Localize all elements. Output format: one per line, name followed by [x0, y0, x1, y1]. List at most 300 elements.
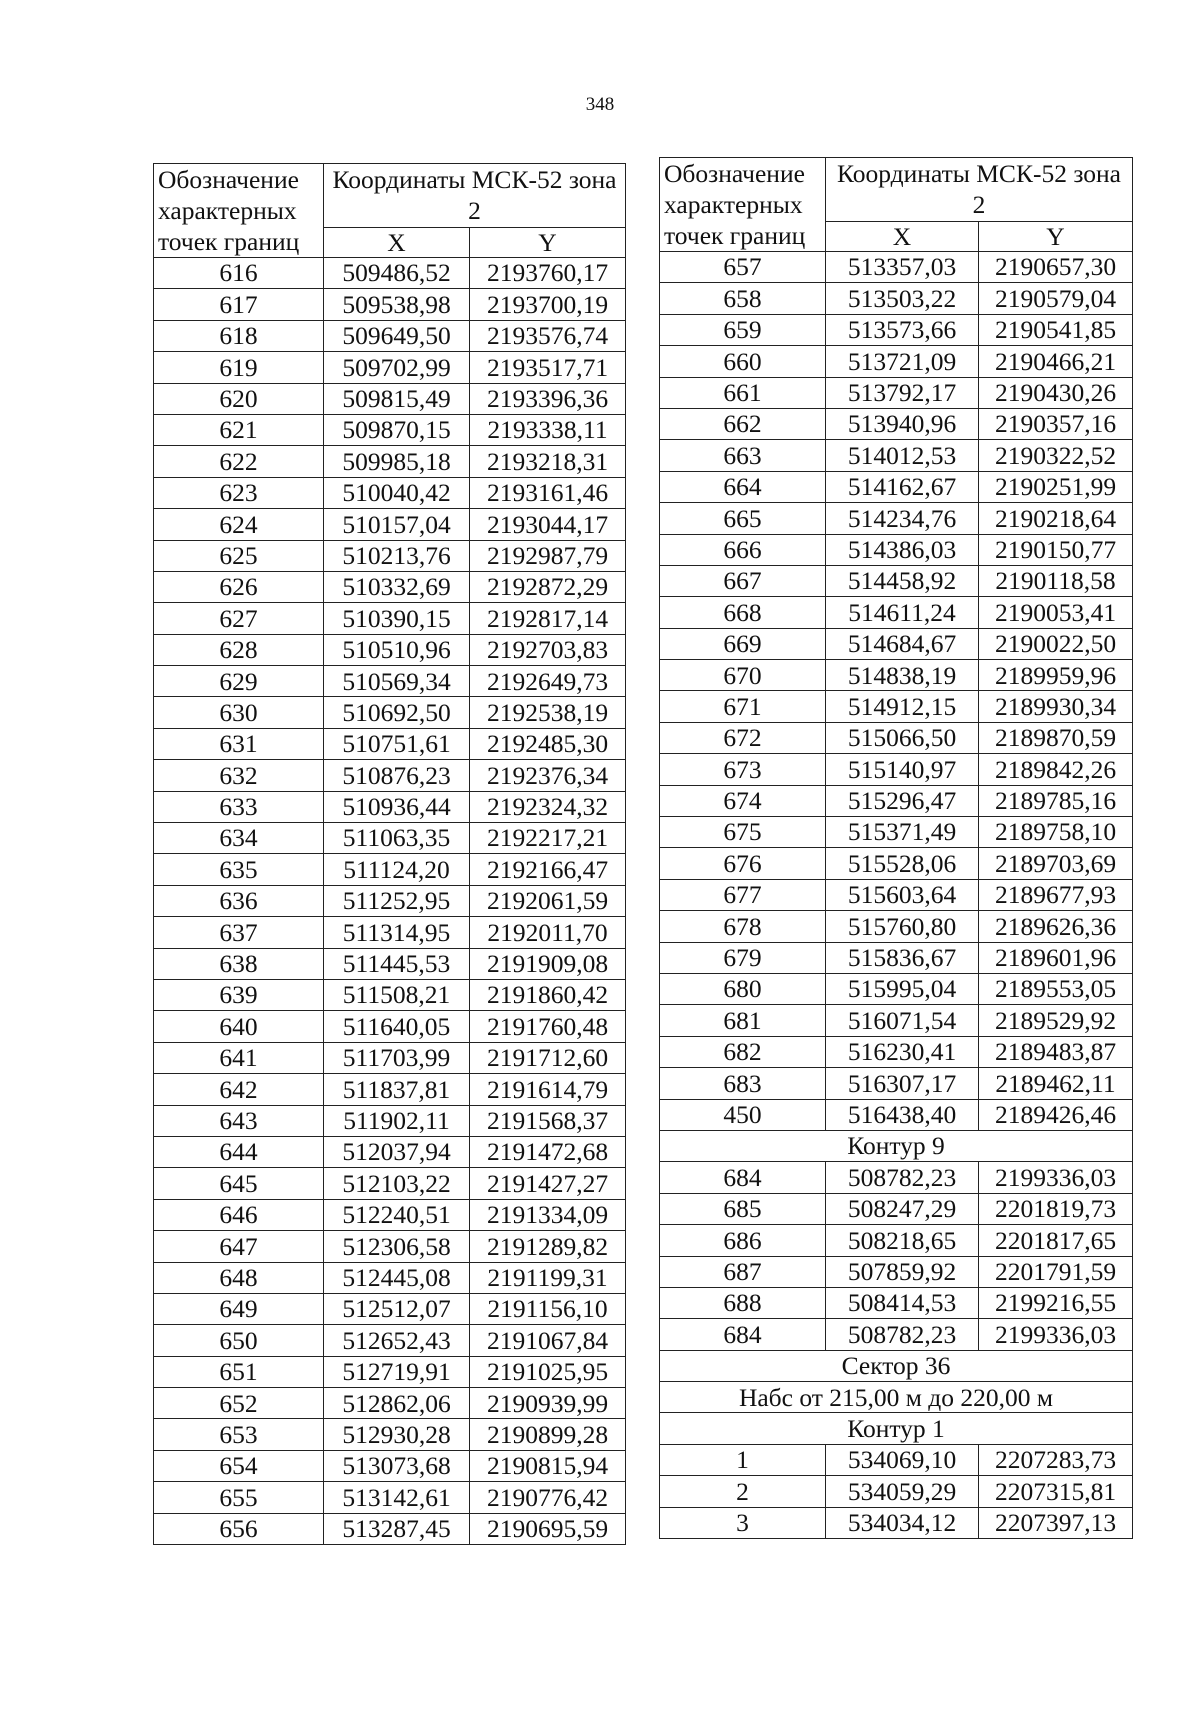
section-row — [660, 1350, 1133, 1381]
table-row — [154, 1199, 626, 1230]
table-row — [660, 1256, 1133, 1287]
point-id-cell: 671 — [660, 691, 826, 722]
point-id-cell: 635 — [154, 854, 324, 885]
y-coordinate-cell: 2189785,16 — [979, 785, 1133, 816]
x-coordinate-cell: 514012,53 — [826, 440, 979, 471]
table-row — [660, 471, 1133, 502]
point-id-cell: 674 — [660, 785, 826, 816]
y-coordinate-cell: 2191199,31 — [470, 1262, 626, 1293]
table-row — [154, 791, 626, 822]
table-row — [154, 760, 626, 791]
x-coordinate-cell: 511703,99 — [324, 1042, 470, 1073]
y-coordinate-cell: 2190899,28 — [470, 1419, 626, 1450]
x-coordinate-cell: 510213,76 — [324, 540, 470, 571]
y-coordinate-cell: 2192485,30 — [470, 728, 626, 759]
x-coordinate-cell: 510510,96 — [324, 634, 470, 665]
y-coordinate-cell: 2190815,94 — [470, 1450, 626, 1481]
point-id-cell: 634 — [154, 823, 324, 854]
y-coordinate-cell: 2207397,13 — [979, 1507, 1133, 1538]
sector-36-height-label: Набс от 215,00 м до 220,00 м — [660, 1382, 1133, 1413]
table-row — [154, 383, 626, 414]
y-coordinate-cell: 2191334,09 — [470, 1199, 626, 1230]
point-id-cell: 638 — [154, 948, 324, 979]
point-id-cell: 647 — [154, 1231, 324, 1262]
point-id-cell: 679 — [660, 942, 826, 973]
table-row — [660, 252, 1133, 283]
y-coordinate-cell: 2190430,26 — [979, 377, 1133, 408]
y-coordinate-cell: 2190218,64 — [979, 503, 1133, 534]
table-row — [660, 503, 1133, 534]
y-coordinate-cell: 2189601,96 — [979, 942, 1133, 973]
table-row — [154, 540, 626, 571]
x-coordinate-cell: 514912,15 — [826, 691, 979, 722]
table-row — [660, 942, 1133, 973]
point-id-cell: 618 — [154, 320, 324, 351]
x-coordinate-cell: 513073,68 — [324, 1450, 470, 1481]
x-coordinate-cell: 515296,47 — [826, 785, 979, 816]
table-row — [154, 666, 626, 697]
x-coordinate-cell: 515760,80 — [826, 911, 979, 942]
x-coordinate-cell: 516307,17 — [826, 1068, 979, 1099]
table-row — [154, 1231, 626, 1262]
y-coordinate-cell: 2193161,46 — [470, 477, 626, 508]
table-row — [660, 534, 1133, 565]
coords-header: Координаты МСК-52 зона 2 — [324, 164, 626, 228]
table-row — [660, 1036, 1133, 1067]
y-coordinate-cell: 2190118,58 — [979, 565, 1133, 596]
x-coordinate-cell: 512512,07 — [324, 1293, 470, 1324]
table-row — [660, 817, 1133, 848]
table-row — [154, 477, 626, 508]
section-row — [660, 1130, 1133, 1161]
y-coordinate-cell: 2190776,42 — [470, 1482, 626, 1513]
x-coordinate-cell: 515995,04 — [826, 973, 979, 1004]
point-label-header: Обозначение характерных точек границ — [154, 164, 324, 258]
point-id-cell: 646 — [154, 1199, 324, 1230]
point-id-cell: 684 — [660, 1162, 826, 1193]
point-id-cell: 649 — [154, 1293, 324, 1324]
y-coordinate-cell: 2191760,48 — [470, 1011, 626, 1042]
y-coordinate-cell: 2192324,32 — [470, 791, 626, 822]
x-coordinate-cell: 516230,41 — [826, 1036, 979, 1067]
table-row — [660, 1193, 1133, 1224]
coordinates-table-left — [153, 163, 626, 1545]
table-row — [660, 440, 1133, 471]
table-row — [154, 1168, 626, 1199]
x-coordinate-cell: 514234,76 — [826, 503, 979, 534]
x-coordinate-cell: 512037,94 — [324, 1136, 470, 1167]
x-coordinate-cell: 508247,29 — [826, 1193, 979, 1224]
table-row — [154, 1388, 626, 1419]
point-id-cell: 640 — [154, 1011, 324, 1042]
y-coordinate-cell: 2190541,85 — [979, 314, 1133, 345]
y-coordinate-cell: 2193338,11 — [470, 414, 626, 445]
table-row — [154, 1356, 626, 1387]
point-id-cell: 680 — [660, 973, 826, 1004]
x-coordinate-cell: 511837,81 — [324, 1074, 470, 1105]
x-coordinate-cell: 513287,45 — [324, 1513, 470, 1544]
x-coordinate-cell: 513573,66 — [826, 314, 979, 345]
y-coordinate-cell: 2189483,87 — [979, 1036, 1133, 1067]
point-id-cell: 665 — [660, 503, 826, 534]
section-row — [660, 1382, 1133, 1413]
x-coordinate-cell: 511063,35 — [324, 823, 470, 854]
point-id-cell: 619 — [154, 352, 324, 383]
page-number: 348 — [585, 94, 615, 115]
y-coordinate-cell: 2191067,84 — [470, 1325, 626, 1356]
y-coordinate-cell: 2192166,47 — [470, 854, 626, 885]
point-id-cell: 645 — [154, 1168, 324, 1199]
x-coordinate-cell: 510332,69 — [324, 571, 470, 602]
y-coordinate-cell: 2191568,37 — [470, 1105, 626, 1136]
point-id-cell: 1 — [660, 1444, 826, 1475]
table-row — [154, 571, 626, 602]
x-coordinate-cell: 510876,23 — [324, 760, 470, 791]
x-coordinate-cell: 511314,95 — [324, 917, 470, 948]
point-id-cell: 660 — [660, 346, 826, 377]
contour-9-label: Контур 9 — [660, 1130, 1133, 1161]
table-row — [154, 1325, 626, 1356]
point-id-cell: 687 — [660, 1256, 826, 1287]
table-row — [660, 1225, 1133, 1256]
point-id-cell: 655 — [154, 1482, 324, 1513]
y-coordinate-cell: 2190150,77 — [979, 534, 1133, 565]
x-coordinate-cell: 509870,15 — [324, 414, 470, 445]
x-coordinate-cell: 511902,11 — [324, 1105, 470, 1136]
point-id-cell: 617 — [154, 289, 324, 320]
point-id-cell: 623 — [154, 477, 324, 508]
point-id-cell: 682 — [660, 1036, 826, 1067]
y-coordinate-cell: 2190022,50 — [979, 628, 1133, 659]
point-id-cell: 677 — [660, 879, 826, 910]
y-coordinate-cell: 2189529,92 — [979, 1005, 1133, 1036]
table-row — [154, 509, 626, 540]
y-coordinate-cell: 2189842,26 — [979, 754, 1133, 785]
y-coordinate-cell: 2192817,14 — [470, 603, 626, 634]
x-coordinate-cell: 511640,05 — [324, 1011, 470, 1042]
x-coordinate-cell: 510936,44 — [324, 791, 470, 822]
point-id-cell: 621 — [154, 414, 324, 445]
y-coordinate-cell: 2193218,31 — [470, 446, 626, 477]
x-coordinate-cell: 510390,15 — [324, 603, 470, 634]
point-id-cell: 636 — [154, 885, 324, 916]
table-row — [660, 1476, 1133, 1507]
x-coordinate-cell: 509815,49 — [324, 383, 470, 414]
y-coordinate-cell: 2193760,17 — [470, 258, 626, 289]
y-coordinate-cell: 2192061,59 — [470, 885, 626, 916]
point-id-cell: 616 — [154, 258, 324, 289]
y-coordinate-cell: 2201819,73 — [979, 1193, 1133, 1224]
table-row — [154, 1105, 626, 1136]
y-coordinate-cell: 2201791,59 — [979, 1256, 1133, 1287]
table-row — [660, 1068, 1133, 1099]
x-coordinate-cell: 510692,50 — [324, 697, 470, 728]
point-id-cell: 685 — [660, 1193, 826, 1224]
point-id-cell: 657 — [660, 252, 826, 283]
table-row — [660, 314, 1133, 345]
x-coordinate-cell: 511252,95 — [324, 885, 470, 916]
table-row — [660, 1099, 1133, 1130]
table-row — [154, 885, 626, 916]
y-coordinate-cell: 2191025,95 — [470, 1356, 626, 1387]
x-coordinate-cell: 512103,22 — [324, 1168, 470, 1199]
table-row — [660, 722, 1133, 753]
table-row — [154, 1136, 626, 1167]
x-coordinate-cell: 513940,96 — [826, 408, 979, 439]
y-coordinate-cell: 2192376,34 — [470, 760, 626, 791]
table-row — [660, 754, 1133, 785]
x-coordinate-cell: 510751,61 — [324, 728, 470, 759]
y-coordinate-cell: 2189959,96 — [979, 660, 1133, 691]
x-coordinate-cell: 513357,03 — [826, 252, 979, 283]
table-row — [154, 1042, 626, 1073]
x-coordinate-cell: 512240,51 — [324, 1199, 470, 1230]
y-coordinate-cell: 2191472,68 — [470, 1136, 626, 1167]
table-row — [660, 911, 1133, 942]
point-id-cell: 2 — [660, 1476, 826, 1507]
point-id-cell: 631 — [154, 728, 324, 759]
x-coordinate-cell: 509538,98 — [324, 289, 470, 320]
table-row — [154, 634, 626, 665]
point-label-header: Обозначение характерных точек границ — [660, 158, 826, 252]
coordinates-table-right — [659, 157, 1133, 1539]
table-row — [154, 320, 626, 351]
point-id-cell: 633 — [154, 791, 324, 822]
point-id-cell: 664 — [660, 471, 826, 502]
table-row — [154, 1419, 626, 1450]
x-coordinate-cell: 509985,18 — [324, 446, 470, 477]
x-coordinate-cell: 511508,21 — [324, 979, 470, 1010]
x-coordinate-cell: 512930,28 — [324, 1419, 470, 1450]
point-id-cell: 648 — [154, 1262, 324, 1293]
table-row — [154, 948, 626, 979]
y-coordinate-cell: 2192703,83 — [470, 634, 626, 665]
x-coordinate-cell: 534059,29 — [826, 1476, 979, 1507]
y-coordinate-cell: 2207315,81 — [979, 1476, 1133, 1507]
x-coordinate-cell: 515836,67 — [826, 942, 979, 973]
x-coordinate-cell: 515066,50 — [826, 722, 979, 753]
point-id-cell: 678 — [660, 911, 826, 942]
table-row — [660, 1287, 1133, 1318]
y-coordinate-cell: 2193517,71 — [470, 352, 626, 383]
y-coordinate-cell: 2191156,10 — [470, 1293, 626, 1324]
table-row — [154, 854, 626, 885]
table-row — [660, 785, 1133, 816]
point-id-cell: 688 — [660, 1287, 826, 1318]
point-id-cell: 667 — [660, 565, 826, 596]
y-coordinate-cell: 2192987,79 — [470, 540, 626, 571]
table-row — [660, 346, 1133, 377]
y-coordinate-cell: 2199336,03 — [979, 1319, 1133, 1350]
y-coordinate-cell: 2189426,46 — [979, 1099, 1133, 1130]
y-coordinate-cell: 2199216,55 — [979, 1287, 1133, 1318]
x-coordinate-cell: 508218,65 — [826, 1225, 979, 1256]
table-row — [154, 1074, 626, 1105]
table-row — [660, 565, 1133, 596]
x-coordinate-cell: 515528,06 — [826, 848, 979, 879]
y-coordinate-cell: 2190579,04 — [979, 283, 1133, 314]
x-coordinate-cell: 510157,04 — [324, 509, 470, 540]
x-coordinate-cell: 512306,58 — [324, 1231, 470, 1262]
y-coordinate-cell: 2189930,34 — [979, 691, 1133, 722]
y-coordinate-cell: 2192538,19 — [470, 697, 626, 728]
point-id-cell: 642 — [154, 1074, 324, 1105]
x-header: X — [324, 227, 470, 257]
table-row — [154, 1450, 626, 1481]
x-coordinate-cell: 508782,23 — [826, 1319, 979, 1350]
y-coordinate-cell: 2207283,73 — [979, 1444, 1133, 1475]
point-id-cell: 666 — [660, 534, 826, 565]
y-coordinate-cell: 2193396,36 — [470, 383, 626, 414]
point-id-cell: 450 — [660, 1099, 826, 1130]
y-coordinate-cell: 2190251,99 — [979, 471, 1133, 502]
x-coordinate-cell: 513503,22 — [826, 283, 979, 314]
point-id-cell: 626 — [154, 571, 324, 602]
point-id-cell: 628 — [154, 634, 324, 665]
point-id-cell: 627 — [154, 603, 324, 634]
y-coordinate-cell: 2191712,60 — [470, 1042, 626, 1073]
point-id-cell: 652 — [154, 1388, 324, 1419]
y-header: Y — [979, 221, 1133, 251]
x-coordinate-cell: 508414,53 — [826, 1287, 979, 1318]
point-id-cell: 656 — [154, 1513, 324, 1544]
point-id-cell: 650 — [154, 1325, 324, 1356]
table-row — [154, 289, 626, 320]
y-coordinate-cell: 2193044,17 — [470, 509, 626, 540]
x-coordinate-cell: 510569,34 — [324, 666, 470, 697]
point-id-cell: 672 — [660, 722, 826, 753]
y-coordinate-cell: 2190466,21 — [979, 346, 1133, 377]
point-id-cell: 653 — [154, 1419, 324, 1450]
table-row — [154, 697, 626, 728]
table-row — [154, 1513, 626, 1544]
x-header: X — [826, 221, 979, 251]
point-id-cell: 620 — [154, 383, 324, 414]
point-id-cell: 663 — [660, 440, 826, 471]
table-row — [660, 1005, 1133, 1036]
right-table-body — [660, 252, 1133, 1539]
point-id-cell: 630 — [154, 697, 324, 728]
y-coordinate-cell: 2189703,69 — [979, 848, 1133, 879]
y-coordinate-cell: 2190657,30 — [979, 252, 1133, 283]
y-coordinate-cell: 2193700,19 — [470, 289, 626, 320]
point-id-cell: 669 — [660, 628, 826, 659]
x-coordinate-cell: 516071,54 — [826, 1005, 979, 1036]
y-coordinate-cell: 2192011,70 — [470, 917, 626, 948]
y-coordinate-cell: 2191427,27 — [470, 1168, 626, 1199]
x-coordinate-cell: 509486,52 — [324, 258, 470, 289]
y-coordinate-cell: 2190939,99 — [470, 1388, 626, 1419]
point-id-cell: 624 — [154, 509, 324, 540]
table-row — [660, 848, 1133, 879]
table-row — [154, 1262, 626, 1293]
y-coordinate-cell: 2190357,16 — [979, 408, 1133, 439]
y-coordinate-cell: 2190695,59 — [470, 1513, 626, 1544]
x-coordinate-cell: 510040,42 — [324, 477, 470, 508]
point-id-cell: 643 — [154, 1105, 324, 1136]
contour-1-label: Контур 1 — [660, 1413, 1133, 1444]
point-id-cell: 625 — [154, 540, 324, 571]
x-coordinate-cell: 516438,40 — [826, 1099, 979, 1130]
table-row — [154, 414, 626, 445]
x-coordinate-cell: 514684,67 — [826, 628, 979, 659]
point-id-cell: 654 — [154, 1450, 324, 1481]
x-coordinate-cell: 512445,08 — [324, 1262, 470, 1293]
point-id-cell: 686 — [660, 1225, 826, 1256]
table-row — [154, 1011, 626, 1042]
table-row — [154, 1293, 626, 1324]
point-id-cell: 639 — [154, 979, 324, 1010]
table-row — [154, 258, 626, 289]
x-coordinate-cell: 509649,50 — [324, 320, 470, 351]
y-coordinate-cell: 2191860,42 — [470, 979, 626, 1010]
y-coordinate-cell: 2189677,93 — [979, 879, 1133, 910]
coords-header: Координаты МСК-52 зона 2 — [826, 158, 1133, 222]
table-row — [660, 691, 1133, 722]
point-id-cell: 651 — [154, 1356, 324, 1387]
y-coordinate-cell: 2199336,03 — [979, 1162, 1133, 1193]
x-coordinate-cell: 511124,20 — [324, 854, 470, 885]
x-coordinate-cell: 509702,99 — [324, 352, 470, 383]
point-id-cell: 683 — [660, 1068, 826, 1099]
table-row — [660, 628, 1133, 659]
table-row — [154, 1482, 626, 1513]
point-id-cell: 661 — [660, 377, 826, 408]
table-row — [154, 603, 626, 634]
table-row — [660, 879, 1133, 910]
x-coordinate-cell: 514611,24 — [826, 597, 979, 628]
point-id-cell: 668 — [660, 597, 826, 628]
y-coordinate-cell: 2189626,36 — [979, 911, 1133, 942]
y-coordinate-cell: 2189758,10 — [979, 817, 1133, 848]
x-coordinate-cell: 515371,49 — [826, 817, 979, 848]
x-coordinate-cell: 512652,43 — [324, 1325, 470, 1356]
y-coordinate-cell: 2190322,52 — [979, 440, 1133, 471]
x-coordinate-cell: 534069,10 — [826, 1444, 979, 1475]
x-coordinate-cell: 515603,64 — [826, 879, 979, 910]
y-coordinate-cell: 2191614,79 — [470, 1074, 626, 1105]
x-coordinate-cell: 513792,17 — [826, 377, 979, 408]
point-id-cell: 637 — [154, 917, 324, 948]
point-id-cell: 629 — [154, 666, 324, 697]
point-id-cell: 658 — [660, 283, 826, 314]
left-table-body — [154, 258, 626, 1545]
table-row — [154, 352, 626, 383]
x-coordinate-cell: 512862,06 — [324, 1388, 470, 1419]
sector-36-label: Сектор 36 — [660, 1350, 1133, 1381]
point-id-cell: 670 — [660, 660, 826, 691]
table-row — [660, 408, 1133, 439]
table-row — [660, 1507, 1133, 1538]
point-id-cell: 622 — [154, 446, 324, 477]
table-row — [154, 728, 626, 759]
table-row — [660, 597, 1133, 628]
x-coordinate-cell: 515140,97 — [826, 754, 979, 785]
y-header: Y — [470, 227, 626, 257]
point-id-cell: 641 — [154, 1042, 324, 1073]
table-row — [660, 283, 1133, 314]
point-id-cell: 676 — [660, 848, 826, 879]
table-row — [660, 1319, 1133, 1350]
table-row — [660, 1162, 1133, 1193]
section-row — [660, 1413, 1133, 1444]
x-coordinate-cell: 514458,92 — [826, 565, 979, 596]
x-coordinate-cell: 513721,09 — [826, 346, 979, 377]
point-id-cell: 662 — [660, 408, 826, 439]
y-coordinate-cell: 2189462,11 — [979, 1068, 1133, 1099]
point-id-cell: 681 — [660, 1005, 826, 1036]
x-coordinate-cell: 514838,19 — [826, 660, 979, 691]
